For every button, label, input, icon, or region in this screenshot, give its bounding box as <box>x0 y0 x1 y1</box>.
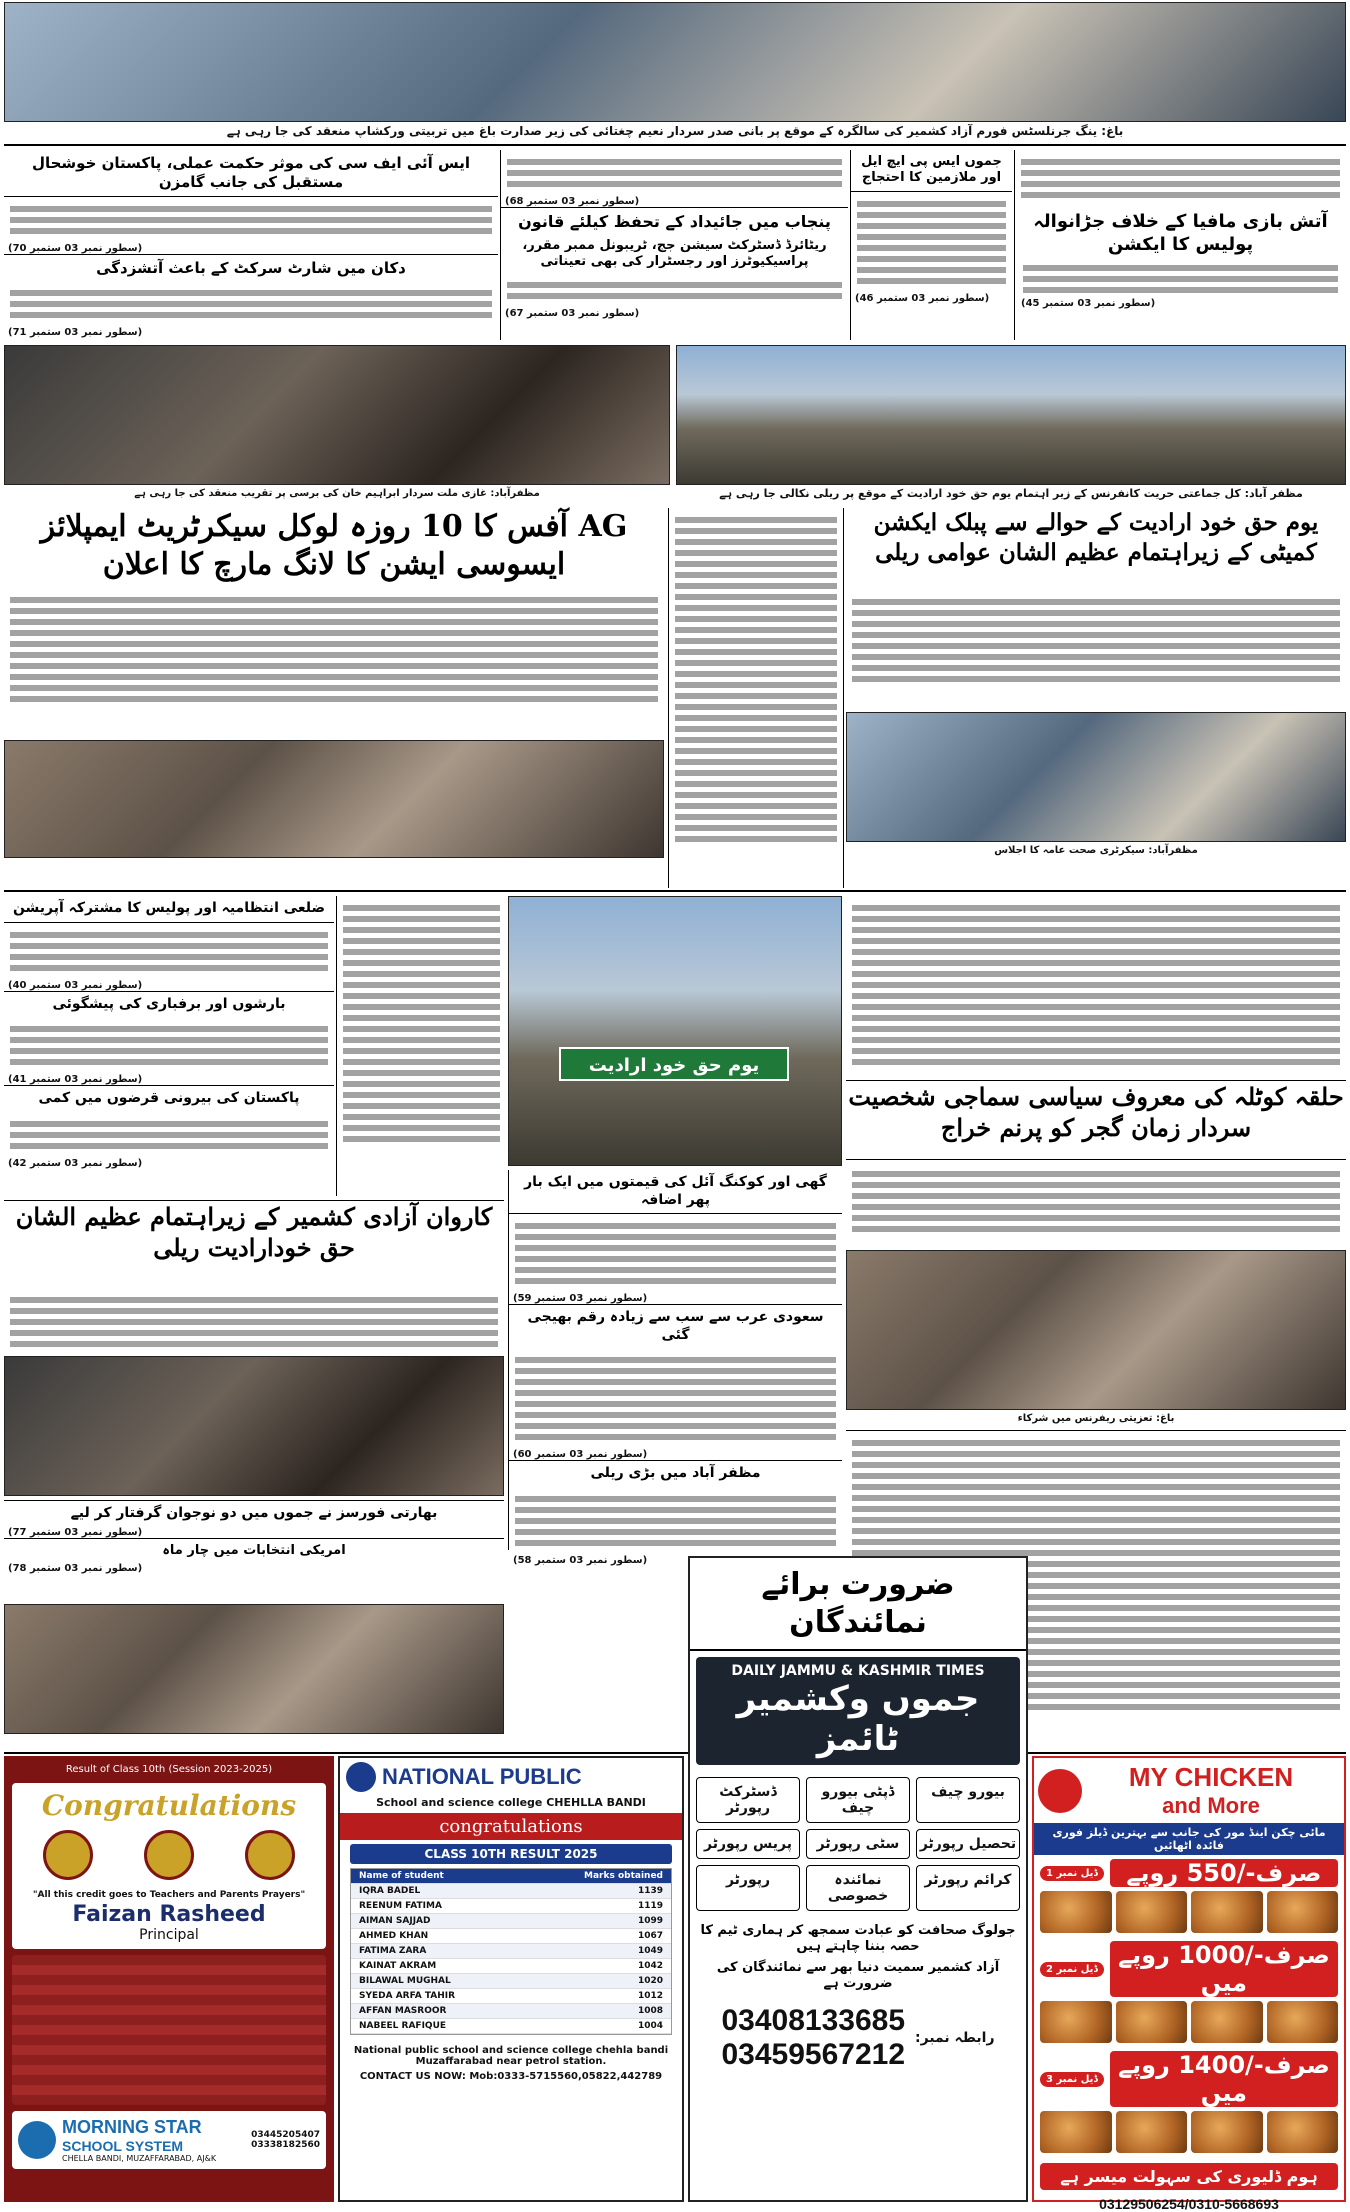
morning-star-title: Congratulations <box>41 1789 297 1822</box>
story-a6-tag: (سطور نمبر 03 ستمبر 71) <box>8 327 143 339</box>
my-chicken-phones: 03129506254/0310-5668693 <box>1099 2196 1279 2212</box>
story-a6-headline: دکان میں شارٹ سرکٹ کے باعث آتشزدگی <box>4 254 498 282</box>
col-marks-header: Marks obtained <box>584 1871 663 1881</box>
right-obit-body <box>846 1162 1346 1246</box>
small-story-0-tag: (سطور نمبر 03 ستمبر 40) <box>8 979 143 991</box>
jk-times-ad <box>688 1556 1028 2202</box>
ag-office-photo <box>4 740 664 858</box>
table-row: NABEEL RAFIQUE 1004 <box>351 2019 671 2034</box>
results-table <box>351 1884 671 2034</box>
role-4: سٹی رپورٹر <box>806 1829 910 1859</box>
deal-1-label: ڈیل نمبر 2 <box>1040 1962 1104 1977</box>
story-a2 <box>850 150 1012 340</box>
jk-times-phone-1: 03459567212 <box>721 2038 906 2071</box>
small-story-5-tag: (سطور نمبر 03 ستمبر 58) <box>513 1554 648 1566</box>
student-photo-icon <box>43 1830 93 1880</box>
morning-star-note: "All this credit goes to Teachers and Parents Prayers" <box>32 1890 306 1900</box>
story-a1-headline: آتش بازی مافیا کے خلاف جڑانوالہ پولیس کا ایکشن <box>1033 211 1328 255</box>
left-rally-photo <box>4 1356 504 1496</box>
national-public-ad <box>338 1756 684 2202</box>
role-8: رپورٹر <box>696 1865 800 1911</box>
role-5: پریس رپورٹر <box>696 1829 800 1859</box>
small-story-4-tag: (سطور نمبر 03 ستمبر 78) <box>8 1562 143 1574</box>
story-a3-tag: (سطور نمبر 03 ستمبر 67) <box>505 307 640 319</box>
my-chicken-ad <box>1032 1756 1346 2212</box>
role-3: تحصیل رپورٹر <box>916 1829 1020 1859</box>
jk-times-phone-0: 03408133685 <box>721 2004 906 2037</box>
jk-times-note2: آزاد کشمیر سمیت دنیا بھر سے نمائندگان کی ضرورت ہے <box>716 1959 1000 1991</box>
morning-star-phone-0: 03445205407 <box>251 2130 320 2140</box>
story-a1-tag: (سطور نمبر 03 ستمبر 45) <box>1021 298 1156 309</box>
story-a4-headline: پنجاب میں جائیداد کے تحفظ کیلئے قانون <box>501 207 848 236</box>
role-6: کرائم رپورٹر <box>916 1865 1020 1911</box>
table-row: FATIMA ZARA 1049 <box>351 1944 671 1959</box>
right-meeting-photo <box>846 712 1346 842</box>
school-logo-icon <box>18 2121 56 2159</box>
small-story-3-tag: (سطور نمبر 03 ستمبر 77) <box>8 1526 143 1538</box>
mid-divider <box>4 890 1346 892</box>
story-a2-headline: جموں ایس پی ایچ ایل اور ملازمین کا احتجاج <box>851 150 1012 192</box>
story-a3-headline: ریٹائرڈ ڈسٹرکٹ سیشن جج، ٹریبونل ممبر مقرر، پراسیکیوٹرز اور رجسٹرار کی بھی تعیناتی <box>522 238 827 270</box>
top-photo <box>4 2 1346 122</box>
ads-divider <box>4 1752 1346 1754</box>
small-story-6-tag: (سطور نمبر 03 ستمبر 59) <box>513 1293 648 1304</box>
morning-star-ad <box>4 1756 334 2202</box>
jk-times-heading: ضرورت برائے نمائندگان <box>690 1558 1026 1651</box>
right-rally-body <box>846 590 1346 710</box>
right-meeting-caption: مظفرآباد: سیکرٹری صحت عامہ کا اجلاس <box>846 844 1346 858</box>
small-story-6-headline: گھی اور کوکنگ آئل کی قیمتوں میں ایک بار پھر اضافہ <box>509 1170 842 1214</box>
morning-star-school-sub: SCHOOL SYSTEM <box>62 2138 184 2154</box>
left-lower-stories <box>4 896 334 1196</box>
story-a5-tag: (سطور نمبر 03 ستمبر 70) <box>8 242 143 254</box>
center-lower-stories <box>508 1170 842 1566</box>
jk-times-roles <box>690 1771 1026 1917</box>
table-row: IQRA BADEL 1139 <box>351 1884 671 1899</box>
role-1: ڈپٹی بیورو چیف <box>806 1777 910 1823</box>
role-2: ڈسٹرکٹ رپورٹر <box>696 1777 800 1823</box>
morning-star-principal-name: Faizan Rasheed <box>72 1902 266 1927</box>
ag-office-body <box>4 588 664 738</box>
left-bottom-stories <box>4 1500 504 1600</box>
deal-1-price: صرف-/1000 روپے میں <box>1110 1941 1338 1997</box>
small-story-4-headline: امریکی انتخابات میں چار ماہ <box>4 1538 504 1563</box>
role-7: نمائندہ خصوصی <box>806 1865 910 1911</box>
center-column <box>668 508 844 888</box>
school-logo-icon <box>346 1762 376 1792</box>
small-story-7-headline: سعودی عرب سے سب سے زیادہ رقم بھیجی گئی <box>509 1304 842 1348</box>
my-chicken-delivery: ہوم ڈلیوری کی سہولت میسر ہے <box>1040 2163 1338 2190</box>
right-rally-headline: یوم حق خود ارادیت کے حوالے سے پبلک ایکشن کمیٹی کے زیراہتمام عظیم الشان عوامی ریلی <box>873 509 1319 566</box>
student-photo-icon <box>245 1830 295 1880</box>
left-rally-body <box>4 1288 504 1354</box>
deal-0-images <box>1040 1891 1338 1933</box>
role-0: بیورو چیف <box>916 1777 1020 1823</box>
small-story-7-tag: (سطور نمبر 03 ستمبر 60) <box>513 1449 648 1460</box>
my-chicken-tagline: مائی چکن اینڈ مور کی جانب سے بہترین ڈیلز فوری فائدہ اٹھائیں <box>1034 1823 1344 1855</box>
jk-times-paper-en: DAILY JAMMU & KASHMIR TIMES <box>731 1663 985 1679</box>
right-mid-photo <box>676 345 1346 485</box>
student-photo-icon <box>144 1830 194 1880</box>
morning-star-principal-title: Principal <box>139 1927 199 1943</box>
small-story-1-headline: بارشوں اور برفباری کی پیشگوئی <box>4 991 334 1018</box>
right-mid-caption: مظفر آباد: کل جماعتی حریت کانفرنس کے زیر اہتمام یوم حق خود ارادیت کے موقع پر ریلی نکالی جا رہی ہے <box>676 487 1346 503</box>
morning-star-phone-1: 03338182560 <box>251 2140 320 2150</box>
right-lower-stories <box>846 896 1346 1076</box>
national-public-result-title: CLASS 10TH RESULT 2025 <box>350 1844 672 1864</box>
small-story-2-headline: پاکستان کی بیرونی قرضوں میں کمی <box>4 1085 334 1112</box>
story-a4-tag: (سطور نمبر 03 ستمبر 68) <box>505 196 640 207</box>
national-public-footer: National public school and science college chehla bandi Muzaffarabad near petrol station. <box>353 2045 669 2067</box>
table-row: BILAWAL MUGHAL 1020 <box>351 1974 671 1989</box>
story-a1 <box>1014 150 1346 340</box>
center-rally-photo <box>508 896 842 1166</box>
left-rally-headline: کاروان آزادی کشمیر کے زیراہتمام عظیم الشان حق خودارادیت ریلی <box>4 1200 504 1286</box>
morning-star-school: MORNING STAR <box>62 2117 202 2137</box>
small-story-1-tag: (سطور نمبر 03 ستمبر 41) <box>8 1074 143 1085</box>
small-story-2-tag: (سطور نمبر 03 ستمبر 42) <box>8 1157 143 1169</box>
col-name-header: Name of student <box>359 1871 444 1881</box>
top-photo-caption: باغ: ینگ جرنلسٹس فورم آزاد کشمیر کی سالگرہ کے موقع پر بانی صدر سردار نعیم چغتائی کی زیر صدارت باغ میں تربیتی ورکشاپ منعقد کی جا رہی ہے <box>4 124 1346 142</box>
table-row: SYEDA ARFA TAHIR 1012 <box>351 1989 671 2004</box>
deal-0-price: صرف-/550 روپے <box>1110 1859 1338 1887</box>
table-row: KAINAT AKRAM 1042 <box>351 1959 671 1974</box>
ag-office-headline: AG آفس کا 10 روزہ لوکل سیکرٹریٹ ایمپلائز ایسوسی ایشن کا لانگ مارچ کا اعلان <box>40 509 628 582</box>
morning-star-subtitle: Result of Class 10th (Session 2023-2025) <box>65 1764 273 1775</box>
left-mid-caption: مظفرآباد: غازی ملت سردار ابراہیم خان کی برسی پر تقریب منعقد کی جا رہی ہے <box>4 487 670 503</box>
jk-times-masthead <box>696 1657 1020 1765</box>
story-a5-headline: ایس آئی ایف سی کی موثر حکمت عملی، پاکستان خوشحال مستقبل کی جانب گامزن <box>4 150 498 197</box>
story-a3 <box>500 150 848 340</box>
right-obit-headline: حلقہ کوٹلہ کی معروف سیاسی سماجی شخصیت سردار زمان گجر کو پرنم خراج <box>846 1080 1346 1160</box>
national-public-name: NATIONAL PUBLIC <box>382 1764 582 1789</box>
top-divider <box>4 144 1346 146</box>
chicken-logo-icon <box>1038 1769 1082 1813</box>
my-chicken-title: MY CHICKEN <box>1128 1762 1294 1792</box>
jk-times-contact-label: رابطہ نمبر: <box>915 2030 995 2046</box>
my-chicken-title2: and More <box>1162 1793 1260 1818</box>
small-story-5-headline: مظفر آباد میں بڑی ریلی <box>509 1460 842 1487</box>
story-a2-tag: (سطور نمبر 03 ستمبر 46) <box>855 292 990 304</box>
deal-2-price: صرف-/1400 روپے میں <box>1110 2051 1338 2107</box>
deal-2-label: ڈیل نمبر 3 <box>1040 2072 1104 2087</box>
table-row: AIMAN SAJJAD 1099 <box>351 1914 671 1929</box>
table-row: AFFAN MASROOR 1008 <box>351 2004 671 2019</box>
small-story-0-headline: ضلعی انتظامیہ اور پولیس کا مشترکہ آپریشن <box>4 896 334 923</box>
right-lower-photo <box>846 1250 1346 1410</box>
deal-2-images <box>1040 2111 1338 2153</box>
mid-lower-stories <box>336 896 506 1196</box>
table-row: REENUM FATIMA 1119 <box>351 1899 671 1914</box>
deal-0-label: ڈیل نمبر 1 <box>1040 1866 1104 1881</box>
national-public-banner: congratulations <box>340 1813 682 1840</box>
story-a5 <box>4 150 498 340</box>
center-rally-banner: یوم حق خود ارادیت <box>559 1047 789 1081</box>
left-mid-photo <box>4 345 670 485</box>
right-lower-caption: باغ: تعزیتی ریفرنس میں شرکاء <box>846 1412 1346 1426</box>
jk-times-note1: جولوگ صحافت کو عبادت سمجھ کر ہماری ٹیم کا حصہ بننا چاہتے ہیں <box>700 1923 1016 1955</box>
table-row: AHMED KHAN 1067 <box>351 1929 671 1944</box>
national-public-contact: CONTACT US NOW: Mob:0333-5715560,05822,442789 <box>359 2071 663 2082</box>
jk-times-paper-ur: جموں وکشمیر ٹائمز <box>736 1679 980 1759</box>
national-public-sub: School and science college CHEHLLA BANDI <box>376 1796 646 1809</box>
small-story-3-headline: بھارتی فورسز نے جموں میں دو نوجوان گرفتار کر لیے <box>70 1505 438 1521</box>
deal-1-images <box>1040 2001 1338 2043</box>
left-bottom-photo <box>4 1604 504 1734</box>
morning-star-location: CHELLA BANDI, MUZAFFARABAD, AJ&K <box>62 2154 217 2163</box>
